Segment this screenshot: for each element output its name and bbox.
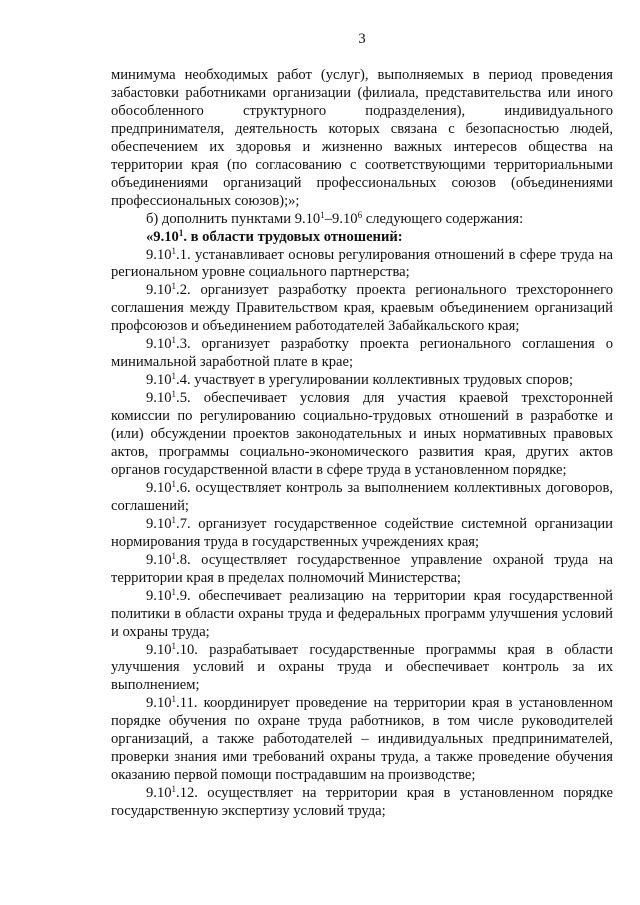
item-text: организует разработку проекта регионального трехстороннего соглашения между Правительством края, краевым объединением организаций профсоюзов и объединением работодателей Забайкальского края; [111, 282, 613, 335]
section-heading [111, 229, 613, 247]
item-number: 9.10$^1$.5. [146, 389, 191, 407]
list-item [111, 390, 613, 480]
amendment-paragraph [111, 211, 613, 229]
list-item [111, 372, 613, 390]
item-number: 9.10$^1$.1. [146, 245, 191, 263]
list-item [111, 480, 613, 516]
item-number: 9.10$^1$.3. [146, 335, 191, 353]
section-heading-sup: 1 [178, 227, 184, 238]
amendment-sup-2: 6 [357, 209, 363, 220]
item-number: 9.10$^1$.7. [146, 514, 191, 532]
item-text: разрабатывает государственные программы края в области улучшения условий и охраны труда и обеспечивает контроль за их выполнением; [111, 641, 613, 694]
list-item [111, 516, 613, 552]
document-body [111, 67, 613, 821]
amendment-prefix: б) дополнить пунктами 9.10 [146, 210, 321, 227]
amendment-suffix: следующего содержания: [362, 210, 524, 227]
list-item [111, 247, 613, 283]
list-item [111, 785, 613, 821]
list-item [111, 552, 613, 588]
item-text: организует государственное содействие системной организации нормирования труда в государственных учреждениях края; [111, 515, 613, 550]
item-number: 9.10$^1$.10. [146, 640, 198, 658]
list-item [111, 336, 613, 372]
item-number: 9.10$^1$.12. [146, 784, 198, 802]
item-number: 9.10$^1$.6. [146, 478, 191, 496]
section-heading-text: . в области трудовых отношений: [183, 228, 403, 245]
item-text: устанавливает основы регулирования отношений в сфере труда на региональном уровне социального партнерства; [111, 246, 613, 281]
intro-paragraph: минимума необходимых работ (услуг), выполняемых в период проведения забастовки работниками организации (филиала, представительства или иного обособленного структурного подразделения), индивидуального предпринимателя, деятельность которых связана с безопасностью людей, обеспечением их здоровья и жизненно важных интересов общества на территории края (по согласованию с соответствующими территориальными объединениями организаций профессиональных союзов (объединениями профессиональных союзов);»; [111, 67, 613, 209]
item-number: 9.10$^1$.8. [146, 550, 191, 568]
list-item [111, 695, 613, 785]
item-number: 9.10$^1$.2. [146, 281, 191, 299]
amendment-dash: –9.10 [324, 210, 358, 227]
section-heading-number: «9.10 [146, 228, 179, 245]
item-text: осуществляет государственное управление охраной труда на территории края в пределах полномочий Министерства; [111, 551, 613, 586]
amendment-sup-1: 1 [320, 209, 325, 220]
item-text: организует разработку проекта регионального соглашения о минимальной заработной плате в крае; [111, 336, 613, 371]
list-item [111, 588, 613, 642]
page-number: 3 [358, 31, 366, 47]
item-text: осуществляет на территории края в установленном порядке государственную экспертизу условий труда; [111, 785, 613, 820]
item-text: участвует в урегулировании коллективных трудовых споров; [190, 372, 574, 389]
item-number: 9.10$^1$.11. [146, 694, 198, 712]
item-text: обеспечивает условия для участия краевой трехсторонней комиссии по регулированию социально-трудовых отношений в разработке и (или) обсуждении проектов законодательных и иных нормативных правовых актов, программы социально-экономического развития края, других актов органов государственной власти в сфере труда в установленном порядке; [111, 390, 613, 478]
item-text: обеспечивает реализацию на территории края государственной политики в области охраны труда и федеральных программ улучшения условий и охраны труда; [111, 587, 613, 640]
list-item [111, 282, 613, 336]
item-text: осуществляет контроль за выполнением коллективных договоров, соглашений; [111, 479, 613, 514]
item-number: 9.10$^1$.4. [146, 371, 191, 389]
item-text: координирует проведение на территории края в установленном порядке обучения по охране труда работников, в том числе руководителей организаций, а также работодателей – индивидуальных предпринимателей, проверки знания ими требований охраны труда, а также проведение обучения оказанию первой помощи пострадавшим на производстве; [111, 695, 613, 784]
list-item [111, 642, 613, 696]
item-number: 9.10$^1$.9. [146, 586, 191, 604]
